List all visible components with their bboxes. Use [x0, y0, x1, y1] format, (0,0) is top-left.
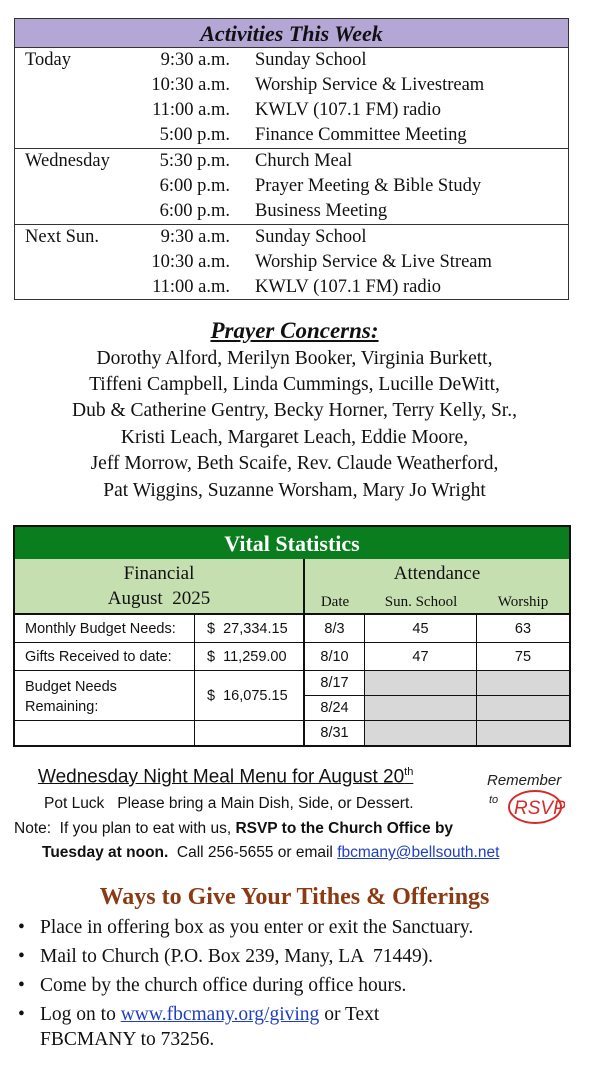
- activity-event: KWLV (107.1 FM) radio: [255, 277, 442, 297]
- activity-group-today: [15, 48, 568, 149]
- activity-day: Today: [25, 50, 71, 70]
- activity-row: [15, 48, 568, 73]
- meal-menu-title-suffix: th: [404, 766, 414, 778]
- activity-row: [15, 123, 568, 148]
- activity-group-next-sunday: [15, 225, 568, 300]
- giving-website-link[interactable]: www.fbcmany.org/giving: [120, 1004, 320, 1025]
- attendance-date: 8/17: [305, 671, 365, 696]
- bullet-icon: •: [18, 917, 25, 938]
- attendance-label: Attendance: [393, 563, 481, 584]
- prayer-line: Jeff Morrow, Beth Scaife, Rev. Claude Weatherford,: [90, 453, 499, 474]
- activity-event: Business Meeting: [255, 201, 388, 221]
- attendance-worship: [477, 671, 569, 696]
- prayer-line: Dorothy Alford, Merilyn Booker, Virginia Burkett,: [96, 348, 493, 369]
- activity-day: Next Sun.: [25, 227, 99, 247]
- activity-row: [15, 174, 568, 199]
- note-contact-text: Call 256-5655 or email: [168, 844, 338, 861]
- activity-time: 5:00 p.m.: [159, 125, 230, 145]
- activity-event: Sunday School: [255, 50, 367, 70]
- note-prefix: Note: If you plan to eat with us,: [14, 820, 236, 837]
- meal-menu-title: [38, 766, 413, 788]
- activity-row: [15, 98, 568, 123]
- meal-menu-description: Pot Luck Please bring a Main Dish, Side, or Dessert.: [44, 795, 414, 812]
- budget-remaining-label: [15, 671, 195, 721]
- activity-time: 5:30 p.m.: [159, 151, 230, 171]
- attendance-sunday-school: [365, 671, 477, 696]
- prayer-concerns-title: Prayer Concerns:: [210, 318, 379, 343]
- activity-event: Worship Service & Live Stream: [255, 252, 492, 272]
- activity-row: [15, 225, 568, 250]
- activity-group-wednesday: [15, 149, 568, 225]
- activity-time: 9:30 a.m.: [160, 50, 230, 70]
- attendance-worship: 63: [477, 615, 569, 643]
- budget-remaining-label-line1: Budget Needs: [25, 679, 117, 695]
- online-prefix: Log on to: [40, 1004, 121, 1025]
- activity-row: [15, 149, 568, 174]
- attendance-sunday-school: [365, 721, 477, 745]
- financial-period: August 2025: [107, 588, 211, 609]
- attendance-worship: 75: [477, 643, 569, 671]
- activity-row: [15, 199, 568, 224]
- ways-item-text: [40, 1001, 379, 1028]
- prayer-line: Dub & Catherine Gentry, Becky Horner, Terry Kelly, Sr.,: [72, 400, 517, 421]
- activity-row: [15, 275, 568, 300]
- badge-remember-text: Remember: [487, 772, 562, 789]
- activity-row: [15, 73, 568, 98]
- attendance-worship: [477, 696, 569, 721]
- activity-time: 10:30 a.m.: [151, 75, 230, 95]
- bullet-icon: •: [18, 975, 25, 996]
- gifts-received-value: $ 11,259.00: [195, 643, 305, 671]
- activities-table: [14, 18, 569, 300]
- ways-item-text: FBCMANY to 73256.: [40, 1029, 215, 1050]
- financial-header: [15, 559, 305, 615]
- badge-rsvp-text: RSVP: [514, 798, 565, 819]
- activity-time: 10:30 a.m.: [151, 252, 230, 272]
- attendance-header: [305, 559, 569, 615]
- activity-event: Worship Service & Livestream: [255, 75, 485, 95]
- ways-item-text: Mail to Church (P.O. Box 239, Many, LA 71449).: [40, 946, 434, 967]
- attendance-sunday-school: 47: [365, 643, 477, 671]
- attendance-date: 8/31: [305, 721, 365, 745]
- budget-remaining-value: $ 16,075.15: [195, 671, 305, 721]
- badge-to-text: to: [489, 794, 499, 806]
- attendance-sunday-school: [365, 696, 477, 721]
- bullet-icon: •: [18, 946, 25, 967]
- prayer-line: Pat Wiggins, Suzanne Worsham, Mary Jo Wright: [103, 480, 486, 501]
- activity-time: 6:00 p.m.: [159, 201, 230, 221]
- attendance-date: 8/10: [305, 643, 365, 671]
- monthly-budget-value: $ 27,334.15: [195, 615, 305, 643]
- activity-time: 11:00 a.m.: [152, 277, 230, 297]
- meal-menu-note: [14, 820, 453, 838]
- monthly-budget-label: Monthly Budget Needs:: [15, 615, 195, 643]
- ways-to-give-title: Ways to Give Your Tithes & Offerings: [99, 884, 490, 910]
- prayer-line: Tiffeni Campbell, Linda Cummings, Lucille DeWitt,: [89, 374, 500, 395]
- ways-item-text: Place in offering box as you enter or exit the Sanctuary.: [40, 917, 474, 938]
- bullet-icon: •: [18, 1004, 25, 1025]
- attendance-sunday-school: 45: [365, 615, 477, 643]
- worship-column-header: Worship: [497, 594, 549, 610]
- ways-item-text: Come by the church office during office hours.: [40, 975, 407, 996]
- attendance-date: 8/3: [305, 615, 365, 643]
- activity-event: Finance Committee Meeting: [255, 125, 467, 145]
- meal-menu-contact: [42, 844, 499, 862]
- vital-statistics-table: [13, 525, 571, 747]
- remember-to-rsvp-badge: [483, 768, 565, 828]
- note-deadline-bold: Tuesday at noon.: [42, 844, 169, 861]
- financial-label: Financial: [123, 563, 195, 584]
- activity-row: [15, 250, 568, 275]
- activity-time: 6:00 p.m.: [159, 176, 230, 196]
- meal-menu-title-text: Wednesday Night Meal Menu for August 20: [38, 766, 405, 788]
- attendance-date: 8/24: [305, 696, 365, 721]
- vital-statistics-title: Vital Statistics: [15, 527, 569, 561]
- email-link[interactable]: fbcmany@bellsouth.net: [337, 844, 500, 861]
- gifts-received-label: Gifts Received to date:: [15, 643, 195, 671]
- sunday-school-column-header: Sun. School: [384, 594, 458, 610]
- empty-cell: [195, 721, 305, 745]
- activity-day: Wednesday: [25, 151, 110, 171]
- activity-event: Sunday School: [255, 227, 367, 247]
- empty-cell: [15, 721, 195, 745]
- online-suffix: or Text: [319, 1004, 380, 1025]
- activity-event: Prayer Meeting & Bible Study: [255, 176, 482, 196]
- activity-event: KWLV (107.1 FM) radio: [255, 100, 442, 120]
- note-rsvp-bold: RSVP to the Church Office by: [235, 820, 454, 837]
- prayer-line: Kristi Leach, Margaret Leach, Eddie Moore,: [120, 427, 469, 448]
- date-column-header: Date: [320, 594, 350, 610]
- activity-time: 11:00 a.m.: [152, 100, 230, 120]
- activity-event: Church Meal: [255, 151, 353, 171]
- budget-remaining-label-line2: Remaining:: [25, 699, 99, 715]
- activities-title: Activities This Week: [15, 19, 568, 48]
- activity-time: 9:30 a.m.: [160, 227, 230, 247]
- attendance-worship: [477, 721, 569, 745]
